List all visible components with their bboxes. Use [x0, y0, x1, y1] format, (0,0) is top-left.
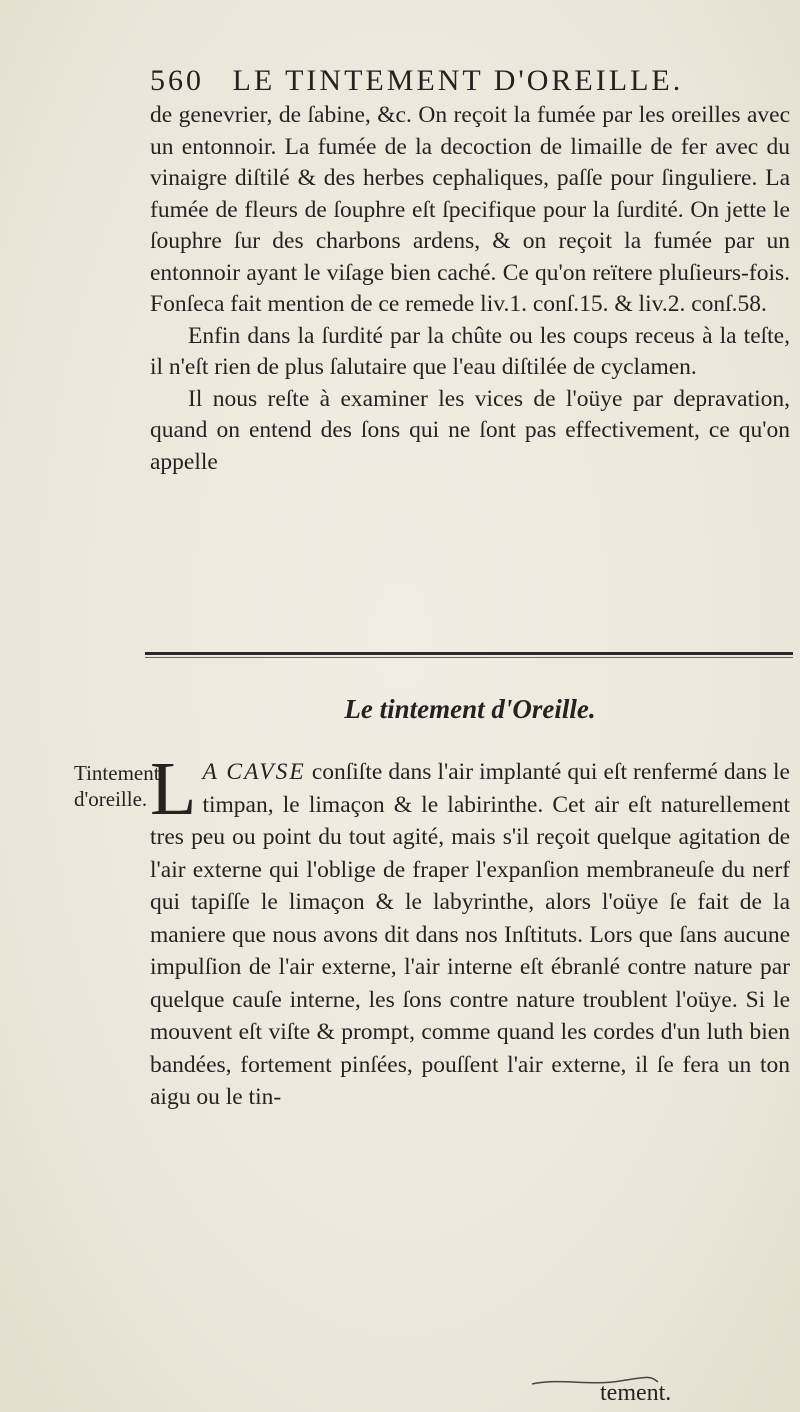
margin-note: Tintement d'oreille. [74, 761, 160, 811]
paragraph-fumigation: de genevrier, de ſabine, &c. On reçoit la fumée par les oreilles avec un entonnoir. La fumée de la decoction de limaille de fer avec du vinaigre diſtilé & des herbes cephaliques, paſſe pour ſinguliere. La fumée de fleurs de ſouphre eſt ſpecifique pour la ſurdité. On jette le ſouphre ſur des charbons ardens, & on reçoit la fumée par un entonnoir ayant le viſage bien caché. Ce qu'on reïtere pluſieurs-fois. Fonſeca fait mention de ce remede liv.1. conſ.15. & liv.2. conſ.58. [150, 102, 790, 317]
main-text-block [150, 747, 790, 1114]
running-title: LE TINTEMENT D'OREILLE. [232, 64, 684, 97]
running-header [150, 64, 710, 98]
paragraph-depravation: Il nous reſte à examiner les vices de l'oüye par depravation, quand on entend des ſons qui ne ſont pas effectivement, ce qu'on appelle [150, 385, 790, 475]
section-divider-thin [145, 657, 793, 658]
ink-flourish-mark [530, 1372, 660, 1388]
paragraph-cause-text: conſiſte dans l'air implanté qui eſt renfermé dans le timpan, le limaçon & le labirinthe. Cet air eſt naturellement tres peu ou point du tout agité, mais s'il reçoit quelque agitation de l'air externe qui l'oblige de fraper l'expanſion membraneuſe du nerf qui tapiſſe le limaçon & le labyrinthe, alors l'oüye ſe fait de la maniere que nous avons dit dans nos Inſtituts. Lors que ſans aucune impulſion de l'air externe, l'air interne eſt ébranlé contre nature par quelque cauſe interne, les ſons contre nature troublent l'oüye. Si le mouvent eſt viſte & prompt, comme quand les cordes d'un luth bien bandées, fortement pinſées, pouſſent l'air externe, il ſe fera un ton aigu ou le tin- [150, 759, 790, 1110]
page-number: 560 [150, 64, 204, 97]
section-divider [145, 652, 793, 655]
top-text-block [150, 100, 790, 478]
section-title: Le tintement d'Oreille. [344, 694, 596, 724]
paragraph-cause [150, 747, 790, 1114]
lead-words: A CAVSE [202, 759, 306, 785]
catchword: tement. [600, 1380, 672, 1406]
paragraph-surdite: Enfin dans la ſurdité par la chûte ou les coups receus à la teſte, il n'eſt rien de plus ſalutaire que l'eau diſtilée de cyclamen. [150, 322, 790, 380]
drop-cap: L [150, 747, 197, 831]
